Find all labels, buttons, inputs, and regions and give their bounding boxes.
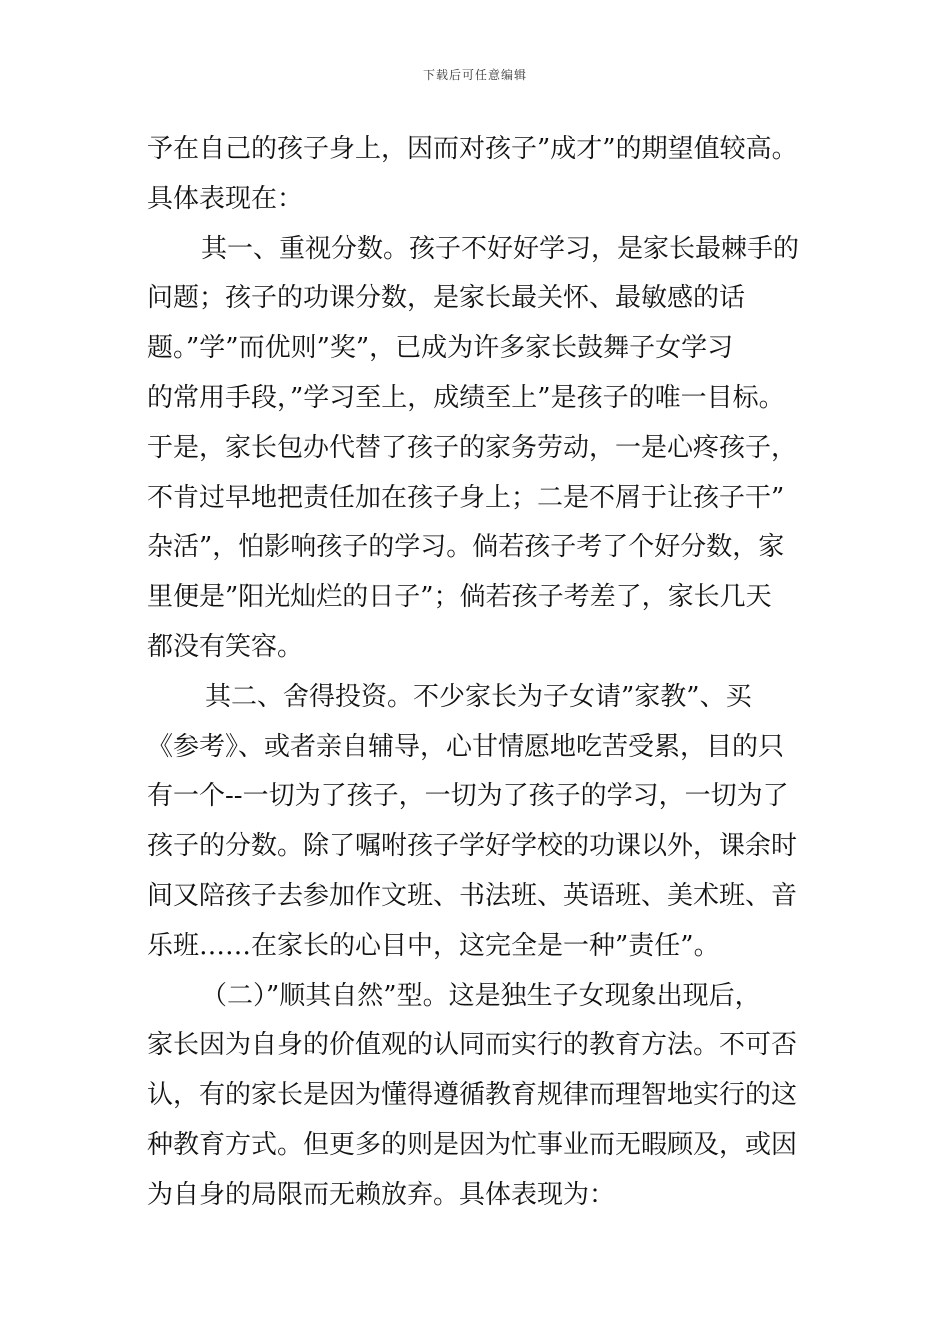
text-line: 题。”学”而优则”奖”，已成为许多家长鼓舞子女学习 xyxy=(147,333,734,364)
text-line: 种教育方式。但更多的则是因为忙事业而无暇顾及，或因 xyxy=(147,1129,798,1160)
text-line: 有一个--一切为了孩子，一切为了孩子的学习，一切为了 xyxy=(147,781,789,812)
text-line: 于是，家长包办代替了孩子的家务劳动，一是心疼孩子， xyxy=(147,432,798,463)
text-line: 不肯过早地把责任加在孩子身上；二是不屑于让孩子干” xyxy=(147,482,785,513)
paragraph-start-line: 其一、重视分数。孩子不好好学习，是家长最棘手的 xyxy=(201,233,800,264)
text-line: 间又陪孩子去参加作文班、书法班、英语班、美术班、音 xyxy=(147,880,798,911)
page-header: 下载后可任意编辑 xyxy=(422,68,527,82)
text-line: 杂活”，怕影响孩子的学习。倘若孩子考了个好分数，家 xyxy=(147,532,785,563)
text-line: 孩子的分数。除了嘱咐孩子学好学校的功课以外，课余时 xyxy=(147,831,798,862)
text-line: 予在自己的孩子身上，因而对孩子”成才”的期望值较高。 xyxy=(147,134,798,164)
text-line: 家长因为自身的价值观的认同而实行的教育方法。不可否 xyxy=(147,1030,798,1061)
document-body xyxy=(147,125,822,1221)
text-line: 里便是”阳光灿烂的日子”；倘若孩子考差了，家长几天 xyxy=(147,582,772,613)
text-line: 《参考》、或者亲自辅导，心甘情愿地吃苦受累，目的只 xyxy=(147,731,785,762)
text-line: 的常用手段，”学习至上，成绩至上”是孩子的唯一目标。 xyxy=(147,382,785,413)
text-line: 乐班……在家长的心目中，这完全是一种”责任”。 xyxy=(147,930,720,961)
text-line: 问题；孩子的功课分数，是家长最关怀、最敏感的话 xyxy=(147,283,746,314)
text-line: 为自身的局限而无赖放弃。具体表现为： xyxy=(147,1179,616,1210)
paragraph-start-line: 其二、舍得投资。不少家长为子女请”家教”、买 xyxy=(205,681,752,712)
text-line: 认，有的家长是因为懂得遵循教育规律而理智地实行的这 xyxy=(147,1080,798,1111)
paragraph-start-line: （二）”顺其自然”型。这是独生子女现象出现后， xyxy=(201,980,761,1011)
text-line: 都没有笑容。 xyxy=(147,631,304,662)
text-line: 具体表现在： xyxy=(147,183,304,214)
